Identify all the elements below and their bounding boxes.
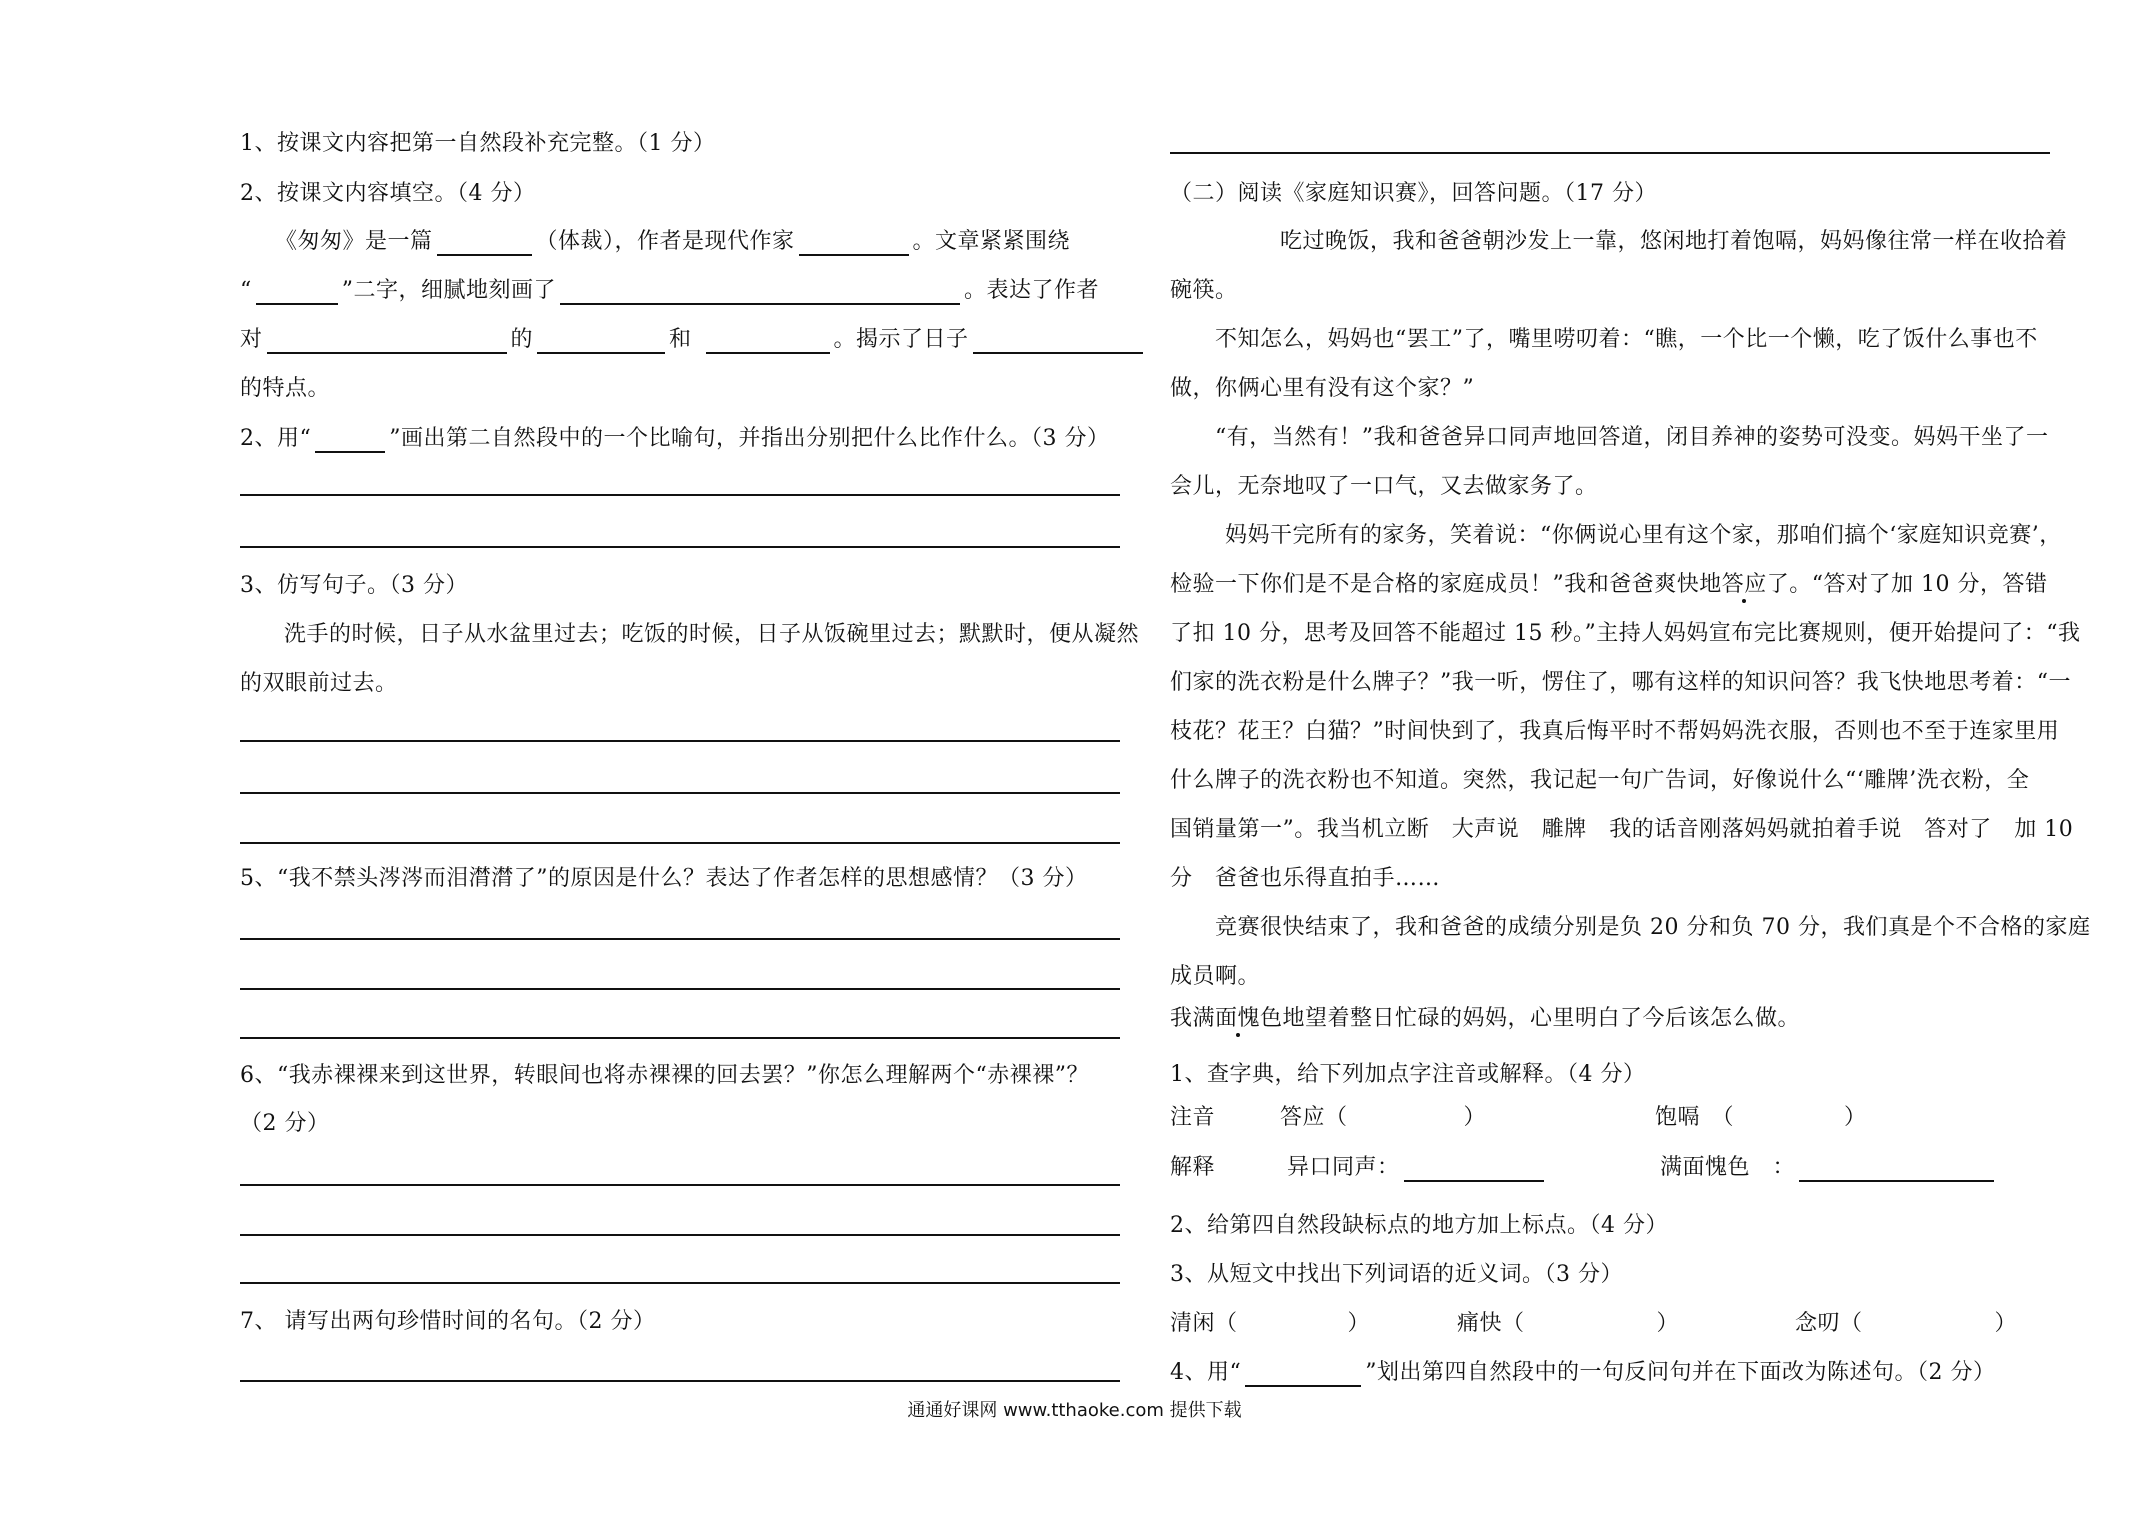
answer-line[interactable] bbox=[240, 740, 1120, 742]
blank-explain-1[interactable] bbox=[1404, 1156, 1544, 1182]
question-2-line-1: 《匆匆》是一篇 （体裁），作者是现代作家 。文章紧紧围绕 bbox=[275, 229, 1071, 254]
passage-p4-line-7: 国销量第一”。我当机立断 大声说 雕牌 我的话音刚落妈妈就拍着手说 答对了 加 10 bbox=[1170, 817, 2074, 842]
dotted-word-daying: 答应 bbox=[1721, 572, 1767, 597]
synonym-item-niandao[interactable]: 念叨（ ） bbox=[1795, 1311, 2018, 1336]
answer-line[interactable] bbox=[240, 1184, 1120, 1186]
passage-p1-line-1: 吃过晚饭，我和爸爸朝沙发上一靠，悠闲地打着饱嗝，妈妈像往常一样在收拾着 bbox=[1280, 229, 2068, 254]
question-2-title: 2、按课文内容填空。（4 分） bbox=[240, 181, 536, 206]
passage-p3-line-1: “有，当然有！”我和爸爸异口同声地回答道，闭目养神的姿势可没变。妈妈干坐了一 bbox=[1215, 425, 2049, 450]
reading-question-1: 1、查字典，给下列加点字注音或解释。（4 分） bbox=[1170, 1062, 1646, 1087]
question-7: 7、 请写出两句珍惜时间的名句。（2 分） bbox=[240, 1309, 656, 1334]
reading-question-4: 4、用“ ”划出第四自然段中的一句反问句并在下面改为陈述句。（2 分） bbox=[1170, 1360, 1996, 1385]
answer-line[interactable] bbox=[240, 842, 1120, 844]
reading-question-2: 2、给第四自然段缺标点的地方加上标点。（4 分） bbox=[1170, 1213, 1668, 1238]
synonym-item-qingxian[interactable]: 清闲（ ） bbox=[1170, 1311, 1371, 1336]
synonym-item-tongkuai[interactable]: 痛快（ ） bbox=[1457, 1311, 1680, 1336]
underline-sample-2 bbox=[1245, 1361, 1361, 1387]
answer-line[interactable] bbox=[240, 792, 1120, 794]
blank-author[interactable] bbox=[799, 230, 909, 256]
blank-depiction[interactable] bbox=[560, 279, 960, 305]
answer-line[interactable] bbox=[240, 988, 1120, 990]
passage-p4-line-5: 枝花？花王？白猫？”时间快到了，我真后悔平时不帮妈妈洗衣服，否则也不至于连家里用 bbox=[1170, 719, 2060, 744]
question-2-line-2: “ ”二字，细腻地刻画了 。表达了作者 bbox=[240, 278, 1100, 303]
blank-object[interactable] bbox=[267, 328, 507, 354]
question-5: 5、“我不禁头涔涔而泪潸潸了”的原因是什么？表达了作者怎样的思想感情？（3 分） bbox=[240, 866, 1088, 891]
answer-line[interactable] bbox=[240, 1282, 1120, 1284]
passage-p5-line-1: 竞赛很快结束了，我和爸爸的成绩分别是负 20 分和负 70 分，我们真是个不合格的家庭 bbox=[1215, 915, 2091, 940]
passage-p5-line-2: 成员啊。 bbox=[1170, 964, 1261, 989]
question-6-line-1: 6、“我赤裸裸来到这世界，转眼间也将赤裸裸的回去罢？”你怎么理解两个“赤裸裸”？ bbox=[240, 1063, 1089, 1088]
passage-p4-line-3: 了扣 10 分，思考及回答不能超过 15 秒。”主持人妈妈宣布完比赛规则，便开始提问了：“我 bbox=[1170, 621, 2081, 646]
passage-p2-line-1: 不知怎么，妈妈也“罢工”了，嘴里唠叨着：“瞧，一个比一个懒，吃了饭什么事也不 bbox=[1215, 327, 2038, 352]
question-6-line-2: （2 分） bbox=[240, 1111, 330, 1136]
answer-line[interactable] bbox=[240, 546, 1120, 548]
passage-p6: 我满面愧色地望着整日忙碌的妈妈，心里明白了今后该怎么做。 bbox=[1170, 1006, 1801, 1031]
blank-genre[interactable] bbox=[437, 230, 532, 256]
passage-p3-line-2: 会儿，无奈地叹了一口气，又去做家务了。 bbox=[1170, 474, 1598, 499]
question-3-title: 3、仿写句子。（3 分） bbox=[240, 573, 468, 598]
passage-p4-line-2: 检验一下你们是不是合格的家庭成员！”我和爸爸爽快地答应了。“答对了加 10 分，答错 bbox=[1170, 572, 2048, 597]
question-2-line-3: 对 的 和 。揭示了日子 bbox=[240, 326, 1147, 354]
section-title: （二）阅读《家庭知识赛》，回答问题。（17 分） bbox=[1170, 181, 1657, 206]
question-1: 1、按课文内容把第一自然段补充完整。（1 分） bbox=[240, 131, 716, 156]
passage-p4-line-1: 妈妈干完所有的家务，笑着说：“你俩说心里有这个家，那咱们搞个‘家庭知识竞赛’， bbox=[1225, 523, 2062, 548]
explain-label: 解释 bbox=[1170, 1155, 1216, 1180]
answer-line[interactable] bbox=[240, 494, 1120, 496]
answer-line[interactable] bbox=[240, 1234, 1120, 1236]
blank-feature[interactable] bbox=[973, 328, 1143, 354]
question-2-line-4: 的特点。 bbox=[240, 376, 331, 401]
passage-p2-line-2: 做，你俩心里有没有这个家？” bbox=[1170, 376, 1475, 401]
answer-line[interactable] bbox=[1170, 152, 2050, 154]
explain-item-manmiankuise[interactable]: 满面愧色 ： bbox=[1660, 1154, 1998, 1182]
question-3-line-1: 洗手的时候，日子从水盆里过去；吃饭的时候，日子从饭碗里过去；默默时，便从凝然 bbox=[284, 622, 1140, 647]
answer-line[interactable] bbox=[240, 938, 1120, 940]
blank-feeling-2[interactable] bbox=[706, 328, 830, 354]
explain-item-yikoutongsheng[interactable]: 异口同声： bbox=[1287, 1154, 1548, 1182]
reading-question-3: 3、从短文中找出下列词语的近义词。（3 分） bbox=[1170, 1262, 1623, 1287]
pinyin-item-daying[interactable]: 答应（ ） bbox=[1280, 1105, 1487, 1130]
passage-p4-line-4: 们家的洗衣粉是什么牌子？”我一听，愣住了，哪有这样的知识问答？我飞快地思考着：“一 bbox=[1170, 670, 2071, 695]
question-2b: 2、用“ ”画出第二自然段中的一个比喻句，并指出分别把什么比作什么。（3 分） bbox=[240, 426, 1110, 451]
dotted-word-kuise: 满面愧色 bbox=[1192, 1006, 1283, 1031]
passage-p4-line-6: 什么牌子的洗衣粉也不知道。突然，我记起一句广告词，好像说什么“‘雕牌’洗衣粉，全 bbox=[1170, 768, 2030, 793]
blank-keyword[interactable] bbox=[256, 279, 338, 305]
passage-p1-line-2: 碗筷。 bbox=[1170, 278, 1238, 303]
question-3-line-2: 的双眼前过去。 bbox=[240, 671, 398, 696]
pinyin-label: 注音 bbox=[1170, 1105, 1216, 1130]
footer-text: 通通好课网 www.tthaoke.com 提供下载 bbox=[907, 1400, 1242, 1421]
answer-line[interactable] bbox=[240, 1380, 1120, 1382]
answer-line[interactable] bbox=[240, 1037, 1120, 1039]
underline-sample bbox=[315, 427, 385, 453]
blank-feeling-1[interactable] bbox=[537, 328, 665, 354]
blank-explain-2[interactable] bbox=[1799, 1156, 1994, 1182]
passage-p4-line-8: 分 爸爸也乐得直拍手…… bbox=[1170, 866, 1441, 891]
pinyin-item-baoge[interactable]: 饱嗝 （ ） bbox=[1655, 1105, 1867, 1130]
